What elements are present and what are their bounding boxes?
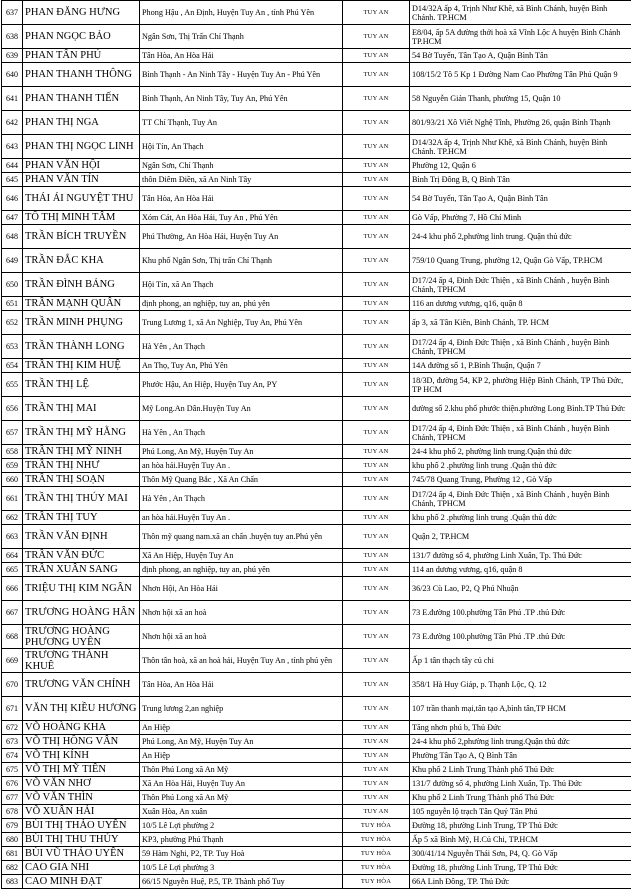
- hometown-address-cell: Xóm Cát, An Hòa Hải, Tuy An , Phú Yên: [140, 211, 343, 225]
- hometown-address-cell: 10/5 Lê Lợi phường 3: [140, 861, 343, 875]
- district-cell: TUY AN: [343, 459, 410, 473]
- current-address-cell: Khu phố 2 Linh Trung Thành phố Thủ Đức: [410, 763, 631, 777]
- current-address-cell: Ấp 1 tân thạch tây củ chi: [410, 649, 631, 673]
- hometown-address-cell: Khu phố Ngân Sơn, Thị trấn Chí Thạnh: [140, 249, 343, 273]
- district-cell: TUY AN: [343, 335, 410, 359]
- table-row: [2, 159, 631, 173]
- table-row: [2, 63, 631, 87]
- hometown-address-cell: Bình Thạnh, An Ninh Tây, Tuy An, Phú Yên: [140, 87, 343, 111]
- row-number-cell: 646: [2, 187, 23, 211]
- hometown-address-cell: 66/15 Nguyễn Huệ, P.5, TP. Thành phố Tuy: [140, 875, 343, 889]
- hometown-address-cell: Thôn Mỹ Quang Bắc , Xã An Chấn: [140, 473, 343, 487]
- district-cell: TUY AN: [343, 577, 410, 601]
- current-address-cell: 24-4 khu phố 2,phường linh trung. Quận thủ đức: [410, 225, 631, 249]
- row-number-cell: 642: [2, 111, 23, 135]
- hometown-address-cell: Tân Hòa, An Hòa Hải: [140, 49, 343, 63]
- table-row: [2, 777, 631, 791]
- table-row: [2, 225, 631, 249]
- district-cell: TUY AN: [343, 791, 410, 805]
- current-address-cell: Khu phố 2 Linh Trung Thành phố Thủ Đức: [410, 791, 631, 805]
- current-address-cell: 745/78 Quang Trung, Phường 12 , Gò Vấp: [410, 473, 631, 487]
- member-name-cell: TRƯƠNG HOÀNG HÂN: [23, 601, 140, 625]
- member-name-cell: VÕ VĂN THÌN: [23, 791, 140, 805]
- member-name-cell: BÙI VŨ THẢO UYÊN: [23, 847, 140, 861]
- district-cell: TUY HÒA: [343, 875, 410, 889]
- current-address-cell: 54 Bờ Tuyến, Tân Tạo A, Quận Bình Tân: [410, 49, 631, 63]
- table-row: [2, 445, 631, 459]
- member-name-cell: PHAN TẤN PHÚ: [23, 49, 140, 63]
- hometown-address-cell: Thôn Phú Long xã An Mỹ: [140, 763, 343, 777]
- district-cell: TUY AN: [343, 805, 410, 819]
- district-cell: TUY AN: [343, 421, 410, 445]
- current-address-cell: D14/32A ấp 4, Trịnh Như Khê, xã Bình Chánh, huyện Bình Chánh. TP.HCM: [410, 135, 631, 159]
- table-row: [2, 511, 631, 525]
- hometown-address-cell: An Thọ, Tuy An, Phú Yên: [140, 359, 343, 373]
- member-name-cell: TRƯƠNG VĂN CHÍNH: [23, 673, 140, 697]
- member-name-cell: TRẦN XUÂN SANG: [23, 563, 140, 577]
- current-address-cell: 114 an dương vương, q16, quận 8: [410, 563, 631, 577]
- district-cell: TUY AN: [343, 135, 410, 159]
- member-name-cell: TRẦN THỊ TUY: [23, 511, 140, 525]
- member-name-cell: TRẦN THỊ THÚY MAI: [23, 487, 140, 511]
- member-name-cell: TRẦN ĐÌNH BẢNG: [23, 273, 140, 297]
- district-cell: TUY AN: [343, 673, 410, 697]
- row-number-cell: 652: [2, 311, 23, 335]
- current-address-cell: 24-4 khu phố 2, phường linh trung.Quận thủ đức: [410, 445, 631, 459]
- row-number-cell: 683: [2, 875, 23, 889]
- row-number-cell: 679: [2, 819, 23, 833]
- member-name-cell: VÕ THỊ HỒNG VÂN: [23, 735, 140, 749]
- district-cell: TUY AN: [343, 763, 410, 777]
- table-row: [2, 487, 631, 511]
- current-address-cell: 107 trần thanh mại,tân tạo A,bình tân,TP HCM: [410, 697, 631, 721]
- row-number-cell: 670: [2, 673, 23, 697]
- current-address-cell: 14A đường số 1, P.Bình Thuận, Quận 7: [410, 359, 631, 373]
- district-cell: TUY AN: [343, 445, 410, 459]
- table-row: [2, 459, 631, 473]
- row-number-cell: 669: [2, 649, 23, 673]
- hometown-address-cell: an hòa hải.Huyện Tuy An .: [140, 511, 343, 525]
- table-row: [2, 763, 631, 777]
- member-name-cell: TRẦN THỊ KIM HUỆ: [23, 359, 140, 373]
- district-cell: TUY AN: [343, 159, 410, 173]
- table-row: [2, 721, 631, 735]
- member-name-cell: TRẦN MẠNH QUÂN: [23, 297, 140, 311]
- row-number-cell: 658: [2, 445, 23, 459]
- hometown-address-cell: 10/5 Lê Lợi phường 2: [140, 819, 343, 833]
- table-row: [2, 111, 631, 135]
- current-address-cell: 759/10 Quang Trung, phường 12, Quận Gò Vấp, TP.HCM: [410, 249, 631, 273]
- current-address-cell: Ấp 5 xã Bình Mỹ, H.Củ Chi, TP.HCM: [410, 833, 631, 847]
- hometown-address-cell: Thôn Phú Long xã An Mỹ: [140, 791, 343, 805]
- member-name-cell: TRẦN MINH PHỤNG: [23, 311, 140, 335]
- district-cell: TUY AN: [343, 359, 410, 373]
- table-row: [2, 249, 631, 273]
- row-number-cell: 667: [2, 601, 23, 625]
- table-row: [2, 819, 631, 833]
- member-name-cell: PHAN THANH TIẾN: [23, 87, 140, 111]
- table-row: [2, 397, 631, 421]
- current-address-cell: 300/41/14 Nguyễn Thái Sơn, P4, Q. Gò Vấp: [410, 847, 631, 861]
- current-address-cell: Đường 18, phường Linh Trung, TP Thủ Đức: [410, 861, 631, 875]
- row-number-cell: 678: [2, 805, 23, 819]
- row-number-cell: 653: [2, 335, 23, 359]
- hometown-address-cell: Nhơn hội xã an hoà: [140, 601, 343, 625]
- hometown-address-cell: Phú Thường, An Hòa Hải, Huyện Tuy An: [140, 225, 343, 249]
- table-row: [2, 173, 631, 187]
- row-number-cell: 656: [2, 397, 23, 421]
- table-row: [2, 297, 631, 311]
- district-cell: TUY AN: [343, 225, 410, 249]
- table-row: [2, 273, 631, 297]
- district-cell: TUY AN: [343, 749, 410, 763]
- member-name-cell: PHAN VĂN HỘI: [23, 159, 140, 173]
- member-name-cell: TÔ THỊ MINH TÂM: [23, 211, 140, 225]
- hometown-address-cell: Nhơn Hội, An Hòa Hải: [140, 577, 343, 601]
- table-row: [2, 805, 631, 819]
- member-table: [1, 0, 631, 889]
- member-name-cell: TRẦN THỊ LỆ: [23, 373, 140, 397]
- table-row: [2, 25, 631, 49]
- row-number-cell: 660: [2, 473, 23, 487]
- row-number-cell: 676: [2, 777, 23, 791]
- table-row: [2, 625, 631, 649]
- row-number-cell: 643: [2, 135, 23, 159]
- hometown-address-cell: an hòa hải.Huyện Tuy An .: [140, 459, 343, 473]
- member-name-cell: BÙI THỊ THU THỦY: [23, 833, 140, 847]
- current-address-cell: 358/1 Hà Huy Giáp, p. Thạnh Lộc, Q. 12: [410, 673, 631, 697]
- current-address-cell: Bình Trị Đông B, Q Bình Tân: [410, 173, 631, 187]
- hometown-address-cell: Ngân Sơn, Thị Trấn Chí Thạnh: [140, 25, 343, 49]
- district-cell: TUY AN: [343, 297, 410, 311]
- hometown-address-cell: Phú Long, An Mỹ, Huyện Tuy An: [140, 445, 343, 459]
- hometown-address-cell: Tân Hòa, An Hòa Hải: [140, 187, 343, 211]
- district-cell: TUY AN: [343, 487, 410, 511]
- row-number-cell: 668: [2, 625, 23, 649]
- hometown-address-cell: Trung Lương 1, xã An Nghiệp, Tuy An, Phú Yên: [140, 311, 343, 335]
- district-cell: TUY AN: [343, 173, 410, 187]
- row-number-cell: 649: [2, 249, 23, 273]
- district-cell: TUY AN: [343, 525, 410, 549]
- table-row: [2, 749, 631, 763]
- district-cell: TUY AN: [343, 625, 410, 649]
- current-address-cell: 58 Nguyễn Giản Thanh, phường 15, Quận 10: [410, 87, 631, 111]
- district-cell: TUY AN: [343, 249, 410, 273]
- table-row: [2, 49, 631, 63]
- member-name-cell: VÕ VĂN NHƠ: [23, 777, 140, 791]
- table-row: [2, 549, 631, 563]
- member-name-cell: TRẦN VĂN ĐỨC: [23, 549, 140, 563]
- hometown-address-cell: Tân Hòa, An Hòa Hải: [140, 673, 343, 697]
- district-cell: TUY AN: [343, 111, 410, 135]
- table-row: [2, 187, 631, 211]
- row-number-cell: 638: [2, 25, 23, 49]
- member-name-cell: THÁI ÁI NGUYỆT THU: [23, 187, 140, 211]
- current-address-cell: E8/04, ấp 5A đường thới hoà xã Vĩnh Lộc A huyện Bình Chánh TP.HCM: [410, 25, 631, 49]
- current-address-cell: 54 Bờ Tuyến, Tân Tạo A, Quận Bình Tân: [410, 187, 631, 211]
- hometown-address-cell: Hà Yên , An Thạch: [140, 421, 343, 445]
- member-name-cell: TRẦN ĐẮC KHA: [23, 249, 140, 273]
- hometown-address-cell: Ngân Sơn, Chí Thạnh: [140, 159, 343, 173]
- table-row: [2, 697, 631, 721]
- table-row: [2, 875, 631, 889]
- current-address-cell: D17/24 ấp 4, Đinh Đức Thiện , xã Bình Chánh , huyện Bình Chánh, TPHCM: [410, 421, 631, 445]
- district-cell: TUY AN: [343, 373, 410, 397]
- district-cell: TUY AN: [343, 311, 410, 335]
- member-name-cell: PHAN THỊ NGA: [23, 111, 140, 135]
- row-number-cell: 680: [2, 833, 23, 847]
- hometown-address-cell: Hà Yên , An Thạch: [140, 487, 343, 511]
- current-address-cell: D14/32A ấp 4, Trịnh Như Khê, xã Bình Chánh, huyện Bình Chánh. TP.HCM: [410, 1, 631, 25]
- row-number-cell: 651: [2, 297, 23, 311]
- hometown-address-cell: An Hiệp: [140, 749, 343, 763]
- member-name-cell: PHAN THỊ NGỌC LINH: [23, 135, 140, 159]
- row-number-cell: 664: [2, 549, 23, 563]
- current-address-cell: đường số 2.khu phố phước thiện.phường Long Bình.TP Thủ Đức: [410, 397, 631, 421]
- hometown-address-cell: thôn Diêm Điền, xã An Ninh Tây: [140, 173, 343, 187]
- current-address-cell: ấp 3, xã Tân Kiên, Bình Chánh, TP. HCM: [410, 311, 631, 335]
- member-name-cell: TRƯƠNG THÀNH KHUÊ: [23, 649, 140, 673]
- member-name-cell: PHAN VĂN TÍN: [23, 173, 140, 187]
- hometown-address-cell: định phong, an nghiệp, tuy an, phú yên: [140, 297, 343, 311]
- hometown-address-cell: 59 Hàm Nghi, P2, TP. Tuy Hoà: [140, 847, 343, 861]
- table-row: [2, 87, 631, 111]
- current-address-cell: 24-4 khu phố 2,phường linh trung.Quận thủ đức: [410, 735, 631, 749]
- row-number-cell: 645: [2, 173, 23, 187]
- current-address-cell: 18/3D, đường 54, KP 2, phường Hiệp Bình Chánh, TP Thủ Đức, TP HCM: [410, 373, 631, 397]
- table-row: [2, 1, 631, 25]
- table-row: [2, 601, 631, 625]
- row-number-cell: 665: [2, 563, 23, 577]
- district-cell: TUY AN: [343, 25, 410, 49]
- district-cell: TUY AN: [343, 397, 410, 421]
- hometown-address-cell: Phú Long, An Mỹ, Huyện Tuy An: [140, 735, 343, 749]
- row-number-cell: 662: [2, 511, 23, 525]
- current-address-cell: 801/93/21 Xô Viết Nghệ Tĩnh, Phường 26, quận Bình Thạnh: [410, 111, 631, 135]
- member-name-cell: PHAN NGỌC BẢO: [23, 25, 140, 49]
- district-cell: TUY AN: [343, 87, 410, 111]
- current-address-cell: 116 an dương vương, q16, quận 8: [410, 297, 631, 311]
- row-number-cell: 641: [2, 87, 23, 111]
- hometown-address-cell: Xuân Hòa, An xuân: [140, 805, 343, 819]
- member-name-cell: VÕ XUÂN HẢI: [23, 805, 140, 819]
- hometown-address-cell: An Hiệp: [140, 721, 343, 735]
- district-cell: TUY AN: [343, 735, 410, 749]
- row-number-cell: 674: [2, 749, 23, 763]
- district-cell: TUY AN: [343, 473, 410, 487]
- current-address-cell: khu phố 2 .phường linh trung .Quận thủ đức: [410, 459, 631, 473]
- row-number-cell: 639: [2, 49, 23, 63]
- row-number-cell: 672: [2, 721, 23, 735]
- hometown-address-cell: Xã An Hiệp, Huyện Tuy An: [140, 549, 343, 563]
- member-name-cell: PHAN THANH THÔNG: [23, 63, 140, 87]
- hometown-address-cell: Phước Hậu, An Hiệp, Huyện Tuy An, PY: [140, 373, 343, 397]
- current-address-cell: Phường Tân Tạo A, Q Bình Tân: [410, 749, 631, 763]
- member-name-cell: TRẦN THỊ MỸ NINH: [23, 445, 140, 459]
- hometown-address-cell: Xã An Hòa Hải, Huyện Tuy An: [140, 777, 343, 791]
- row-number-cell: 637: [2, 1, 23, 25]
- district-cell: TUY AN: [343, 549, 410, 563]
- current-address-cell: D17/24 ấp 4, Đinh Đức Thiện , xã Bình Chánh , huyện Bình Chánh, TPHCM: [410, 273, 631, 297]
- district-cell: TUY AN: [343, 511, 410, 525]
- district-cell: TUY AN: [343, 721, 410, 735]
- row-number-cell: 677: [2, 791, 23, 805]
- current-address-cell: Phường 12, Quận 6: [410, 159, 631, 173]
- row-number-cell: 654: [2, 359, 23, 373]
- hometown-address-cell: Bình Thạnh - An Ninh Tây - Huyện Tuy An - Phú Yên: [140, 63, 343, 87]
- table-row: [2, 525, 631, 549]
- district-cell: TUY AN: [343, 187, 410, 211]
- table-row: [2, 649, 631, 673]
- hometown-address-cell: Hà Yên , An Thạch: [140, 335, 343, 359]
- current-address-cell: 73 E.đường 100.phường Tân Phú .TP .thủ Đức: [410, 625, 631, 649]
- row-number-cell: 663: [2, 525, 23, 549]
- member-name-cell: TRƯƠNG HOÀNG PHƯƠNG UYÊN: [23, 625, 140, 649]
- table-row: [2, 577, 631, 601]
- member-name-cell: TRẦN VĂN ĐỊNH: [23, 525, 140, 549]
- district-cell: TUY AN: [343, 1, 410, 25]
- table-body: [2, 1, 631, 889]
- table-row: [2, 473, 631, 487]
- current-address-cell: 131/7 đường số 4, phường Linh Xuân, Tp. Thủ Đức: [410, 777, 631, 791]
- current-address-cell: Tăng nhơn phú b, Thủ Đức: [410, 721, 631, 735]
- district-cell: TUY AN: [343, 697, 410, 721]
- current-address-cell: 108/15/2 Tô 5 Kp 1 Đường Nam Cao Phường Tân Phú Quận 9: [410, 63, 631, 87]
- district-cell: TUY HÒA: [343, 861, 410, 875]
- district-cell: TUY HÒA: [343, 819, 410, 833]
- hometown-address-cell: Mỹ Long.An Dân.Huyện Tuy An: [140, 397, 343, 421]
- table-row: [2, 861, 631, 875]
- table-row: [2, 359, 631, 373]
- current-address-cell: D17/24 ấp 4, Đinh Đức Thiện , xã Bình Chánh , huyện Bình Chánh, TPHCM: [410, 335, 631, 359]
- table-row: [2, 311, 631, 335]
- current-address-cell: Đường 18, phường Linh Trung, TP Thủ Đức: [410, 819, 631, 833]
- member-name-cell: CAO GIA NHI: [23, 861, 140, 875]
- table-row: [2, 373, 631, 397]
- member-name-cell: VÕ THỊ MỸ TIÊN: [23, 763, 140, 777]
- row-number-cell: 655: [2, 373, 23, 397]
- hometown-address-cell: Hội Tín, An Thạch: [140, 135, 343, 159]
- district-cell: TUY AN: [343, 777, 410, 791]
- member-name-cell: TRẦN BÍCH TRUYỀN: [23, 225, 140, 249]
- member-name-cell: PHAN ĐĂNG HƯNG: [23, 1, 140, 25]
- row-number-cell: 657: [2, 421, 23, 445]
- hometown-address-cell: Hội Tín, xã An Thạch: [140, 273, 343, 297]
- district-cell: TUY HÒA: [343, 833, 410, 847]
- hometown-address-cell: TT Chí Thạnh, Tuy An: [140, 111, 343, 135]
- district-cell: TUY AN: [343, 649, 410, 673]
- table-row: [2, 791, 631, 805]
- row-number-cell: 682: [2, 861, 23, 875]
- member-name-cell: VÕ HOÀNG KHA: [23, 721, 140, 735]
- current-address-cell: 36/23 Cù Lao, P2, Q Phú Nhuận: [410, 577, 631, 601]
- row-number-cell: 675: [2, 763, 23, 777]
- hometown-address-cell: Trung lương 2,an nghiệp: [140, 697, 343, 721]
- row-number-cell: 648: [2, 225, 23, 249]
- row-number-cell: 640: [2, 63, 23, 87]
- district-cell: TUY AN: [343, 49, 410, 63]
- hometown-address-cell: Nhơn hội xã an hoà: [140, 625, 343, 649]
- district-cell: TUY AN: [343, 273, 410, 297]
- row-number-cell: 650: [2, 273, 23, 297]
- current-address-cell: 66A Linh Đông, TP. Thủ Đức: [410, 875, 631, 889]
- table-row: [2, 735, 631, 749]
- current-address-cell: khu phố 2 .phường linh trung .Quận thủ đức: [410, 511, 631, 525]
- current-address-cell: Gò Vấp, Phường 7, Hồ Chí Minh: [410, 211, 631, 225]
- district-cell: TUY AN: [343, 601, 410, 625]
- hometown-address-cell: Thôn tân hoà, xã an hoà hải, Huyện Tuy An , tỉnh phú yên: [140, 649, 343, 673]
- hometown-address-cell: định phong, an nghiệp, tuy an, phú yên: [140, 563, 343, 577]
- district-cell: TUY AN: [343, 211, 410, 225]
- district-cell: TUY AN: [343, 63, 410, 87]
- table-row: [2, 847, 631, 861]
- table-row: [2, 211, 631, 225]
- district-cell: TUY HÒA: [343, 847, 410, 861]
- member-name-cell: TRẦN THỊ NHƯ: [23, 459, 140, 473]
- hometown-address-cell: Thôn mỹ quang nam.xã an chấn .huyện tuy an.Phú yên: [140, 525, 343, 549]
- row-number-cell: 644: [2, 159, 23, 173]
- member-name-cell: TRẦN THỊ MỸ HẰNG: [23, 421, 140, 445]
- row-number-cell: 673: [2, 735, 23, 749]
- row-number-cell: 661: [2, 487, 23, 511]
- row-number-cell: 647: [2, 211, 23, 225]
- member-name-cell: CAO MINH ĐẠT: [23, 875, 140, 889]
- current-address-cell: 131/7 đường số 4, phường Linh Xuân, Tp. Thủ Đức: [410, 549, 631, 563]
- row-number-cell: 681: [2, 847, 23, 861]
- member-name-cell: TRIỆU THỊ KIM NGÂN: [23, 577, 140, 601]
- table-row: [2, 673, 631, 697]
- row-number-cell: 666: [2, 577, 23, 601]
- table-row: [2, 335, 631, 359]
- table-row: [2, 135, 631, 159]
- member-name-cell: TRẦN THỊ SOẠN: [23, 473, 140, 487]
- row-number-cell: 671: [2, 697, 23, 721]
- member-name-cell: VĂN THỊ KIỀU HƯƠNG: [23, 697, 140, 721]
- table-row: [2, 833, 631, 847]
- member-name-cell: VÕ THỊ KÍNH: [23, 749, 140, 763]
- current-address-cell: 105 nguyễn lộ trạch Tân Quý Tân Phú: [410, 805, 631, 819]
- member-name-cell: TRẦN THỊ MAI: [23, 397, 140, 421]
- member-name-cell: TRẦN THÀNH LONG: [23, 335, 140, 359]
- current-address-cell: D17/24 ấp 4, Đinh Đức Thiện , xã Bình Chánh , huyện Bình Chánh, TPHCM: [410, 487, 631, 511]
- hometown-address-cell: Phong Hậu , An Định, Huyện Tuy An , tỉnh Phú Yên: [140, 1, 343, 25]
- current-address-cell: Quận 2, TP.HCM: [410, 525, 631, 549]
- current-address-cell: 73 E.đường 100.phường Tân Phú .TP .thủ Đức: [410, 601, 631, 625]
- row-number-cell: 659: [2, 459, 23, 473]
- member-name-cell: BÙI THỊ THẢO UYÊN: [23, 819, 140, 833]
- hometown-address-cell: KP3, phường Phú Thạnh: [140, 833, 343, 847]
- table-row: [2, 563, 631, 577]
- table-row: [2, 421, 631, 445]
- district-cell: TUY AN: [343, 563, 410, 577]
